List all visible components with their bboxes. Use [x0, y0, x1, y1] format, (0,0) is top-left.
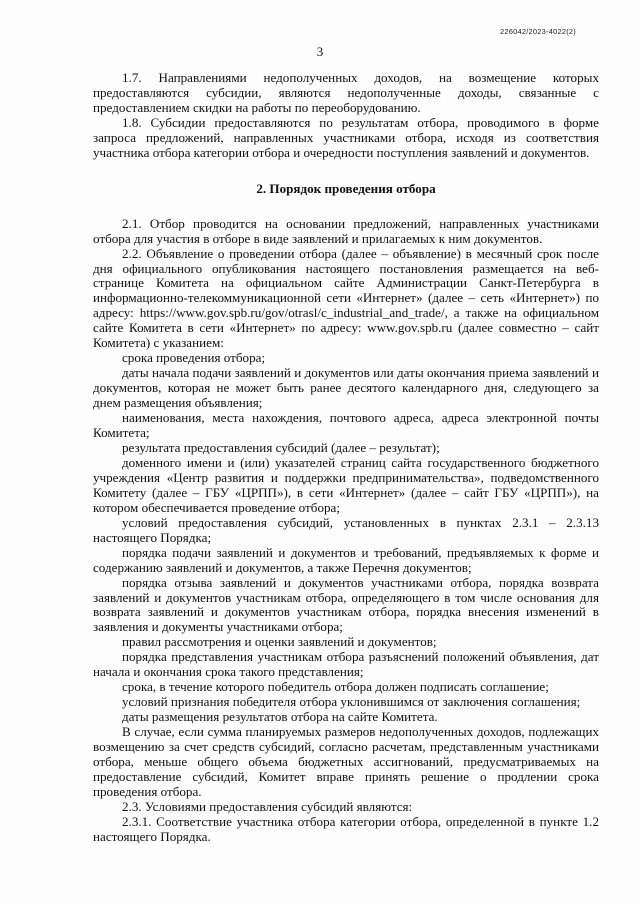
list-item: срока, в течение которого победитель отбора должен подписать соглашение; — [122, 679, 549, 695]
list-item: условий предоставления субсидий, установленных в пунктах 2.3.1 – 2.3.13 настоящего Порядка; — [93, 514, 599, 545]
list-item: доменного имени и (или) указателей страниц сайта государственного бюджетного учреждения «Центр развития и поддержки предпринимательства», подведомственного Комитету (далее – ГБУ «ЦРПП»), в сети «Интернет» (далее – сайт ГБУ «ЦРПП»), на котором обеспечивается проведение отбора; — [93, 454, 599, 515]
list-item: даты начала подачи заявлений и документов или даты окончания приема заявлений и документов, которая не может быть ранее десятого календарного дня, следующего за днем размещения объявления; — [93, 365, 599, 411]
list-item: даты размещения результатов отбора на сайте Комитета. — [122, 709, 438, 725]
document-body — [93, 71, 599, 845]
list-item: правил рассмотрения и оценки заявлений и документов; — [122, 634, 437, 650]
paragraph-extension: В случае, если сумма планируемых размеров недополученных доходов, подлежащих возмещению за счет средств субсидий, согласно расчетам, представленным участниками отбора, меньше общего объема бюджетных ассигнований, предусматриваемых на предоставление субсидий, Комитет вправе принять решение о продлении срока проведения отбора. — [93, 724, 599, 799]
paragraph-2-1: 2.1. Отбор проводится на основании предложений, направленных участниками отбора для участия в отборе в виде заявлений и прилагаемых к ним документов. — [93, 215, 599, 246]
paragraph-2-2: 2.2. Объявление о проведении отбора (далее – объявление) в месячный срок после дня официального опубликования настоящего постановления размещается на веб-странице Комитета на официальном сайте Администрации Санкт-Петербурга в информационно-телекоммуникационной сети «Интернет» (далее – сеть «Интернет») по адресу: https://www.gov.spb.ru/gov/otrasl/c_industrial_and_trade/, а также на официальном сайте Комитета в сети «Интернет» по адресу: www.gov.spb.ru (далее совместно – сайт Комитета) с указанием: — [93, 245, 599, 351]
list-item: результата предоставления субсидий (далее – результат); — [122, 439, 440, 455]
paragraph-2-3-1: 2.3.1. Соответствие участника отбора категории отбора, определенной в пункте 1.2 настоящего Порядка. — [93, 813, 599, 844]
paragraph-1-7: 1.7. Направлениями недополученных доходов, на возмещение которых предоставляются субсидии, являются недополученные доходы, связанные с предоставлением скидки на работы по переоборудованию. — [93, 70, 599, 115]
list-item: порядка отзыва заявлений и документов участниками отбора, порядка возврата заявлений и документов участникам отбора, определяющего в том числе основания для возврата заявлений и документов участникам отбора, порядка внесения изменений в заявления и документы участниками отбора; — [93, 574, 599, 635]
page-number: 3 — [316, 44, 324, 59]
list-item: условий признания победителя отбора уклонившимся от заключения соглашения; — [122, 694, 581, 710]
list-item: порядка подачи заявлений и документов и требований, предъявляемых к форме и содержанию заявлений и документов, а также Перечня документов; — [93, 544, 599, 575]
list-item: срока проведения отбора; — [122, 350, 266, 366]
paragraph-1-8: 1.8. Субсидии предоставляются по результатам отбора, проводимого в форме запроса предложений, направленных участниками отбора, исходя из соответствия участника отбора категории отбора и очередности поступления заявлений и документов. — [93, 114, 599, 160]
document-id: 226042/2023-4022(2) — [500, 27, 576, 36]
paragraph-2-3: 2.3. Условиями предоставления субсидий являются: — [122, 798, 413, 814]
list-item: порядка представления участникам отбора разъяснений положений объявления, дат начала и окончания срока такого представления; — [93, 649, 599, 680]
section-heading: 2. Порядок проведения отбора — [256, 180, 436, 196]
list-item: наименования, места нахождения, почтового адреса, адреса электронной почты Комитета; — [93, 410, 599, 441]
